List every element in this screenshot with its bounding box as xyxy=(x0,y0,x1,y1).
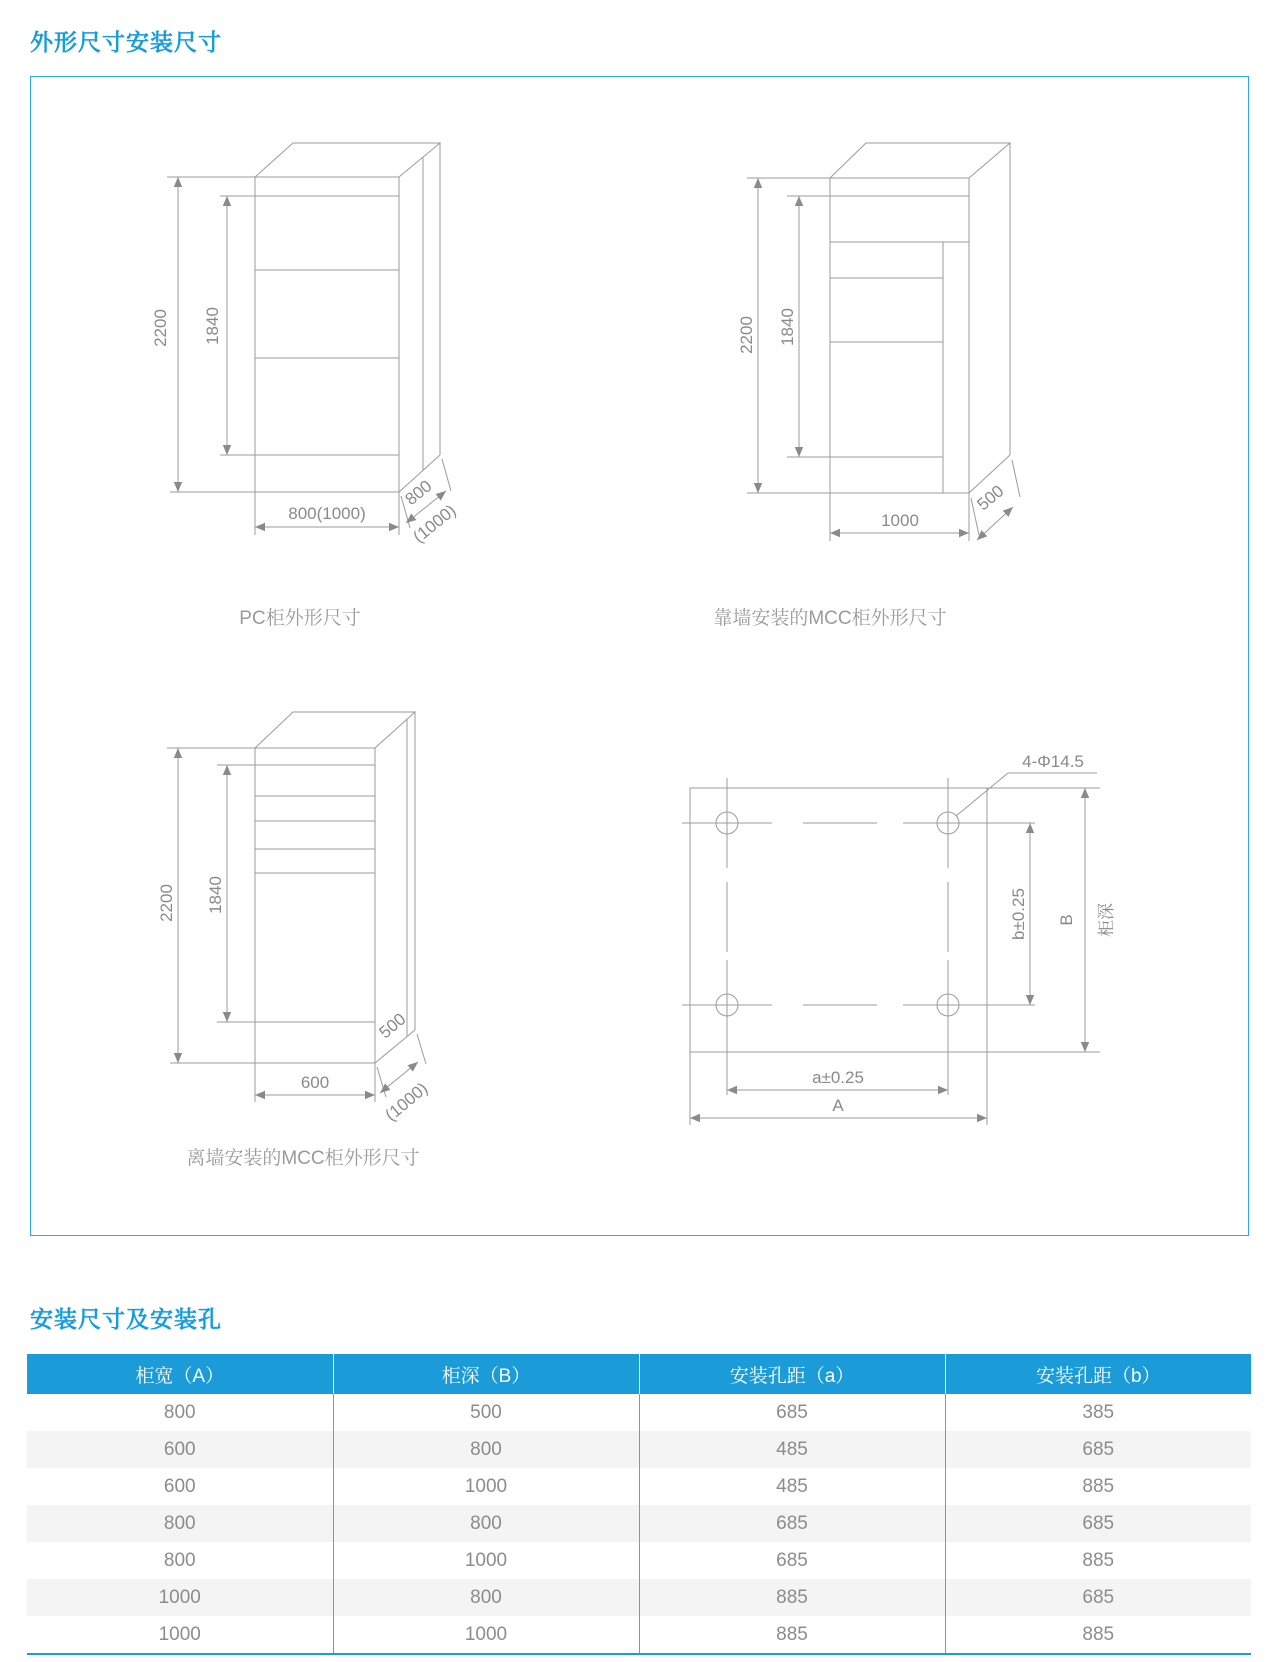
cell: 1000 xyxy=(333,1616,639,1654)
cell: 885 xyxy=(945,1616,1251,1654)
drawings-panel xyxy=(30,76,1249,1236)
cell: 885 xyxy=(639,1616,945,1654)
caption-pc-cabinet: PC柜外形尺寸 xyxy=(239,608,361,629)
mcc-offwall-inner-height-label: 1840 xyxy=(206,876,225,914)
cell: 1000 xyxy=(158,1623,201,1645)
cell: 500 xyxy=(333,1394,639,1431)
cell: 800 xyxy=(333,1505,639,1542)
header-cabinet-width: 柜宽（A） xyxy=(27,1354,333,1394)
cell: 800 xyxy=(163,1401,196,1423)
mcc-wall-depth-label: 500 xyxy=(973,481,1008,515)
cell: 885 xyxy=(945,1542,1251,1579)
caption-mcc-offwall-cabinet: 离墙安装的MCC柜外形尺寸 xyxy=(186,1148,420,1169)
cell: 1000 xyxy=(158,1586,201,1608)
mcc-offwall-depth-alt-label: (1000) xyxy=(381,1078,432,1125)
mcc-offwall-height-label: 2200 xyxy=(157,884,176,922)
cell: 800 xyxy=(333,1431,639,1468)
table-row xyxy=(27,1431,1251,1468)
pc-cabinet-outline xyxy=(255,143,440,492)
cell: 385 xyxy=(945,1394,1251,1431)
table-row xyxy=(27,1505,1251,1542)
pc-depth-alt-label: (1000) xyxy=(409,500,460,547)
cell: 800 xyxy=(163,1549,196,1571)
cell: 800 xyxy=(333,1579,639,1616)
cell: 685 xyxy=(639,1542,945,1579)
section-title-installation: 安装尺寸及安装孔 xyxy=(30,1306,222,1332)
mounting-pitch-a-label: a±0.25 xyxy=(812,1068,864,1087)
drawing-mcc-wall-cabinet xyxy=(680,115,1080,590)
table-header-row xyxy=(27,1354,1251,1394)
mcc-wall-height-label: 2200 xyxy=(737,316,756,354)
drawing-pc-cabinet xyxy=(120,115,500,590)
installation-dimensions-table xyxy=(27,1354,1251,1655)
table-row xyxy=(27,1542,1251,1579)
mounting-dim-b-label: B xyxy=(1057,914,1076,926)
cell: 885 xyxy=(945,1468,1251,1505)
cell: 600 xyxy=(163,1438,196,1460)
drawing-mounting-plan xyxy=(620,690,1180,1140)
cell: 600 xyxy=(163,1475,196,1497)
cell: 485 xyxy=(639,1431,945,1468)
mcc-offwall-depth-label: 500 xyxy=(375,1009,410,1043)
pc-inner-height-label: 1840 xyxy=(203,307,222,345)
caption-mcc-wall-cabinet: 靠墙安装的MCC柜外形尺寸 xyxy=(713,608,947,629)
table-row xyxy=(27,1468,1251,1505)
cell: 885 xyxy=(639,1579,945,1616)
mounting-pitch-b-label: b±0.25 xyxy=(1009,888,1028,940)
table-row xyxy=(27,1579,1251,1616)
header-hole-pitch-b: 安装孔距（b） xyxy=(945,1354,1251,1394)
pc-cabinet-dimension-lines xyxy=(167,177,451,535)
mcc-offwall-dimension-lines xyxy=(167,748,426,1102)
table-row xyxy=(27,1616,1251,1654)
pc-width-label: 800(1000) xyxy=(288,504,366,523)
cell: 1000 xyxy=(333,1468,639,1505)
cell: 485 xyxy=(639,1468,945,1505)
pc-depth-label: 800 xyxy=(401,476,436,510)
cell: 685 xyxy=(945,1505,1251,1542)
mcc-wall-dimension-lines xyxy=(747,178,1020,541)
header-hole-pitch-a: 安装孔距（a） xyxy=(639,1354,945,1394)
mounting-holes-label: 4-Φ14.5 xyxy=(1022,752,1084,771)
cell: 685 xyxy=(945,1431,1251,1468)
mounting-dimension-lines xyxy=(690,773,1100,1125)
cell: 1000 xyxy=(333,1542,639,1579)
cell: 800 xyxy=(163,1512,196,1534)
mounting-dim-a-label: A xyxy=(832,1096,844,1115)
pc-height-label: 2200 xyxy=(151,309,170,347)
section-title-outline-dimensions: 外形尺寸安装尺寸 xyxy=(30,29,222,55)
cell: 685 xyxy=(639,1505,945,1542)
drawing-mcc-offwall-cabinet xyxy=(120,650,500,1130)
mcc-offwall-width-label: 600 xyxy=(300,1073,330,1092)
mounting-plate-outline xyxy=(682,778,1035,1095)
cell: 685 xyxy=(639,1394,945,1431)
mcc-wall-width-label: 1000 xyxy=(881,511,919,530)
table-row xyxy=(27,1394,1251,1431)
mcc-wall-inner-height-label: 1840 xyxy=(778,308,797,346)
mounting-cabinet-depth-label: 柜深 xyxy=(1097,903,1116,937)
cell: 685 xyxy=(945,1579,1251,1616)
header-cabinet-depth: 柜深（B） xyxy=(333,1354,639,1394)
